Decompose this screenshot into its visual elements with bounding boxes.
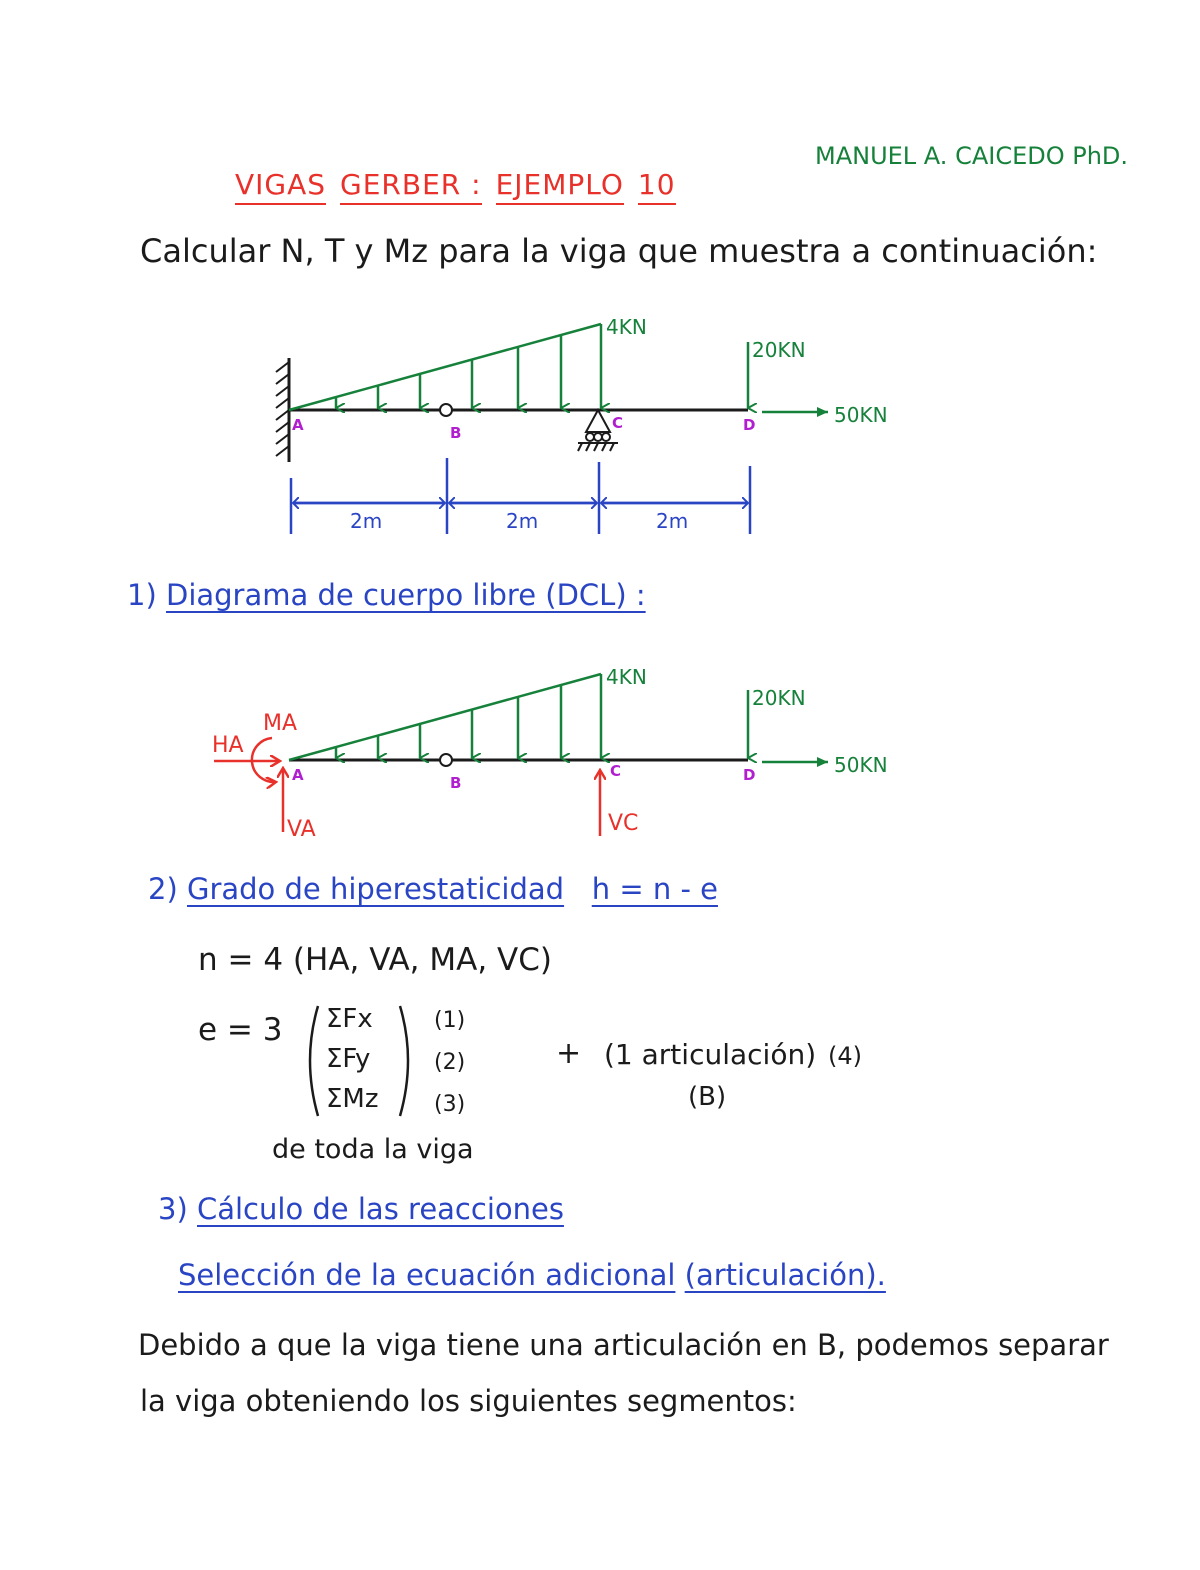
span-label-2: 2m xyxy=(506,509,539,533)
fbd-load-max-label: 4KN xyxy=(606,665,647,689)
fbd-axial-load-label: 50KN xyxy=(834,753,888,777)
section-1-heading xyxy=(127,578,646,612)
fbd-hinge-b-icon xyxy=(440,754,452,766)
hinge-b-icon xyxy=(440,404,452,416)
eq-number-2: (2) xyxy=(434,1050,466,1075)
extra-equation-sub: (B) xyxy=(688,1082,727,1112)
section-2-title: Grado de hiperestaticidad xyxy=(186,872,565,906)
equation-note: de toda la viga xyxy=(272,1134,474,1165)
distributed-load xyxy=(289,324,601,410)
title-part-4: 10 xyxy=(638,168,676,205)
section-3-title: Cálculo de las reacciones xyxy=(196,1192,564,1226)
fbd-point-d-label: D xyxy=(743,766,756,784)
section-2-number: 2) xyxy=(148,872,178,906)
point-b-label: B xyxy=(450,424,462,442)
fbd-distributed-load xyxy=(289,674,601,760)
extra-equation: (1 articulación) xyxy=(604,1038,817,1071)
va-label: VA xyxy=(287,817,316,842)
e-lhs: e = 3 xyxy=(198,1012,283,1048)
eq-sum-mz: ΣMz xyxy=(326,1084,379,1114)
n-list: (HA, VA, MA, VC) xyxy=(292,942,552,978)
ha-label: HA xyxy=(212,733,244,758)
section-3-heading xyxy=(158,1192,564,1226)
subsection-paren: (articulación). xyxy=(684,1258,886,1292)
extra-equation-number: (4) xyxy=(828,1042,862,1070)
subsection-text: Selección de la ecuación adicional xyxy=(178,1258,676,1292)
point-d-label: D xyxy=(743,416,756,434)
fbd-point-b-label: B xyxy=(450,774,462,792)
fbd-point-load-label: 20KN xyxy=(752,686,806,710)
axial-load-label: 50KN xyxy=(834,403,888,427)
ma-label: MA xyxy=(263,711,298,736)
title-part-3: EJEMPLO xyxy=(496,168,624,205)
eq-number-1: (1) xyxy=(434,1008,466,1033)
fbd-point-a-label: A xyxy=(292,766,304,784)
free-body-diagram xyxy=(0,640,1200,860)
point-load-label: 20KN xyxy=(752,338,806,362)
load-max-label: 4KN xyxy=(606,315,647,339)
subsection-heading xyxy=(178,1258,886,1292)
span-label-3: 2m xyxy=(656,509,689,533)
title-part-1: VIGAS xyxy=(235,168,326,205)
author-name: MANUEL A. CAICEDO PhD. xyxy=(815,142,1129,170)
plus-sign: + xyxy=(556,1036,582,1071)
section-1-number: 1) xyxy=(127,578,157,612)
eq-sum-fy: ΣFy xyxy=(326,1044,371,1074)
section-2-formula: h = n - e xyxy=(591,872,718,906)
eq-sum-fx: ΣFx xyxy=(326,1004,373,1034)
intro-text: Calcular N, T y Mz para la viga que muestra a continuación: xyxy=(140,232,1098,270)
point-c-label: C xyxy=(612,414,624,432)
beam-diagram xyxy=(0,0,1200,560)
span-label-1: 2m xyxy=(350,509,383,533)
section-3-number: 3) xyxy=(158,1192,188,1226)
n-lhs: n = 4 xyxy=(198,942,284,978)
paragraph-line-2: la viga obteniendo los siguientes segmentos: xyxy=(140,1384,797,1418)
n-line xyxy=(198,942,552,978)
section-1-title: Diagrama de cuerpo libre (DCL) : xyxy=(165,578,646,612)
point-a-label: A xyxy=(292,416,304,434)
section-2-heading xyxy=(148,872,718,906)
paragraph-line-1: Debido a que la viga tiene una articulación en B, podemos separar xyxy=(138,1328,1109,1362)
fbd-point-c-label: C xyxy=(610,762,622,780)
title-part-2: GERBER : xyxy=(340,168,482,205)
vc-label: VC xyxy=(608,811,639,836)
eq-number-3: (3) xyxy=(434,1092,466,1117)
fixed-support-icon xyxy=(276,358,289,462)
